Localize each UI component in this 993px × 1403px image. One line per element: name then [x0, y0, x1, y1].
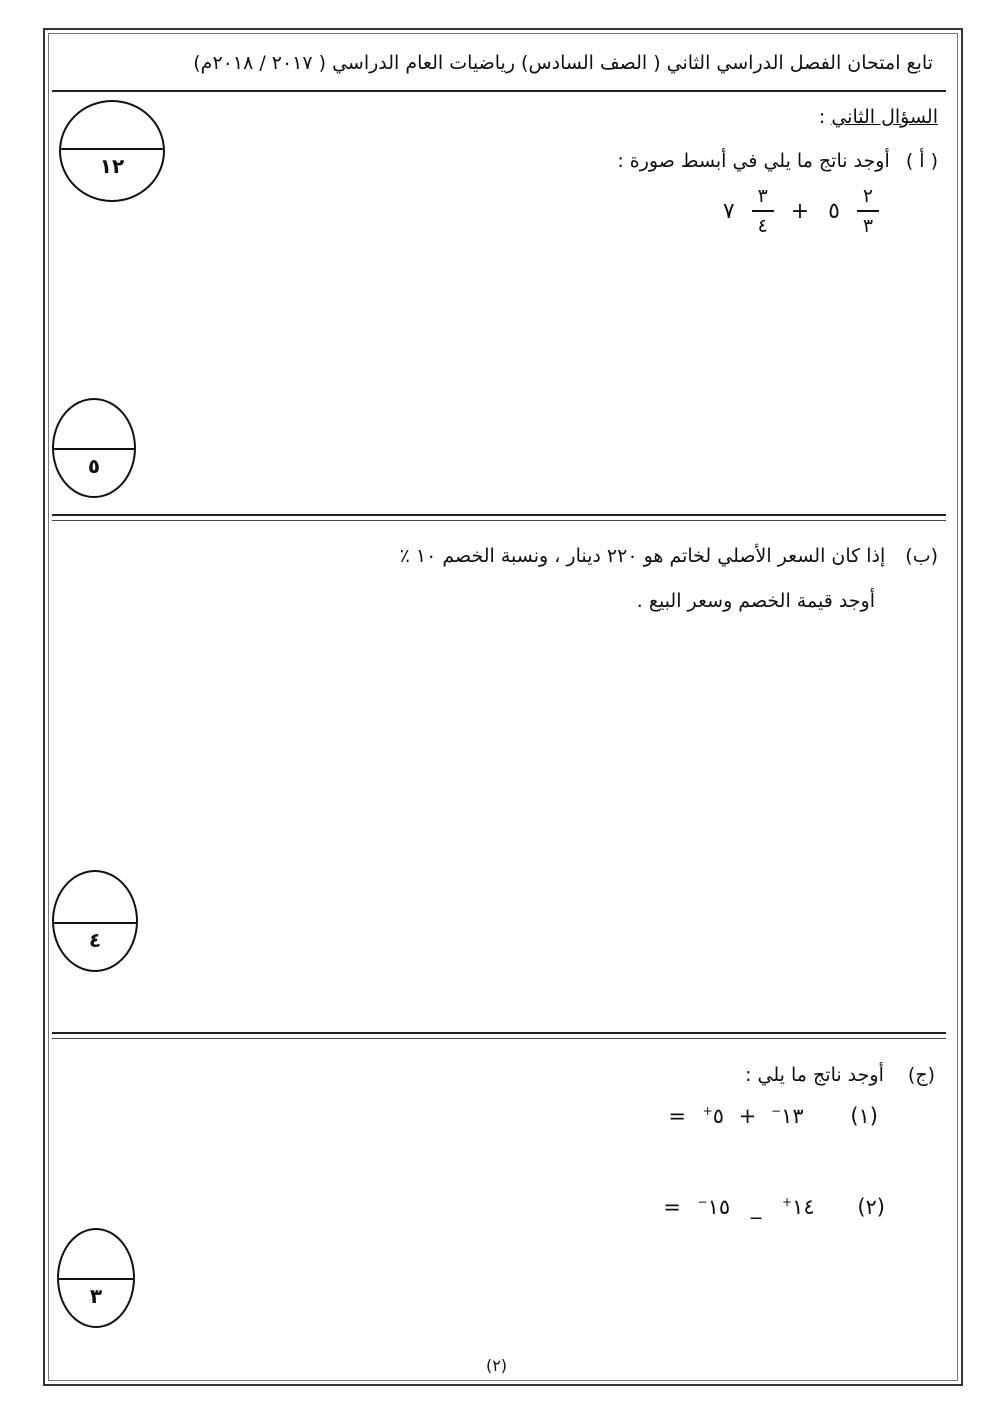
part-c-item-2: (٢) ١٤+ _ ١٥− =: [663, 1195, 885, 1219]
part-b-marks-circle: [52, 870, 138, 972]
part-b-answer-area[interactable]: [220, 624, 940, 990]
part-c-prompt: (ج) أوجد ناتج ما يلي :: [745, 1064, 935, 1086]
fraction-2: $\frac{٣}{٤}$: [752, 185, 774, 237]
part-a-text: أوجد ناتج ما يلي في أبسط صورة :: [617, 150, 890, 172]
total-marks: ١٢: [99, 154, 125, 178]
part-b-line-1: (ب) إذا كان السعر الأصلي لخاتم هو ٢٢٠ دينار ، ونسبة الخصم ١٠ ٪: [399, 545, 938, 567]
part-b-label: (ب): [905, 545, 938, 567]
whole-number-1: ٥: [828, 198, 840, 224]
whole-number-2: ٧: [722, 198, 735, 224]
part-b-line-2: أوجد قيمة الخصم وسعر البيع .: [636, 590, 875, 612]
question-title: السؤال الثاني :: [818, 106, 938, 128]
part-a-marks-circle: [52, 398, 136, 498]
part-c-answer-area[interactable]: [195, 1062, 645, 1346]
item-2-label: (٢): [857, 1195, 885, 1219]
part-c-marks: ٣: [89, 1284, 103, 1308]
part-c-item-1: (١) ١٣− + ٥+ =: [668, 1104, 878, 1128]
page-number: (٢): [485, 1356, 508, 1375]
fraction-1: $\frac{٢}{٣}$: [857, 185, 879, 237]
section-divider-2b: [52, 1038, 946, 1039]
part-c-marks-circle: [57, 1228, 135, 1328]
plus-sign: +: [790, 198, 810, 224]
header-rule: [52, 90, 946, 92]
exam-header: تابع امتحان الفصل الدراسي الثاني ( الصف السادس) رياضيات العام الدراسي ( ٢٠١٧ / ٢٠١٨م): [193, 52, 933, 74]
section-divider-2: [52, 1032, 946, 1034]
part-a-expression: [717, 185, 883, 237]
total-marks-circle: [59, 100, 165, 202]
item-1-label: (١): [850, 1104, 878, 1128]
part-b-marks: ٤: [88, 928, 102, 952]
part-a-prompt: [617, 150, 938, 172]
part-a-answer-area[interactable]: [232, 262, 937, 490]
part-c-label: (ج): [907, 1064, 935, 1086]
section-divider-1: [52, 514, 946, 516]
section-divider-1b: [52, 520, 946, 521]
part-a-marks: ٥: [87, 454, 101, 478]
part-a-label: ( أ ): [905, 150, 938, 172]
